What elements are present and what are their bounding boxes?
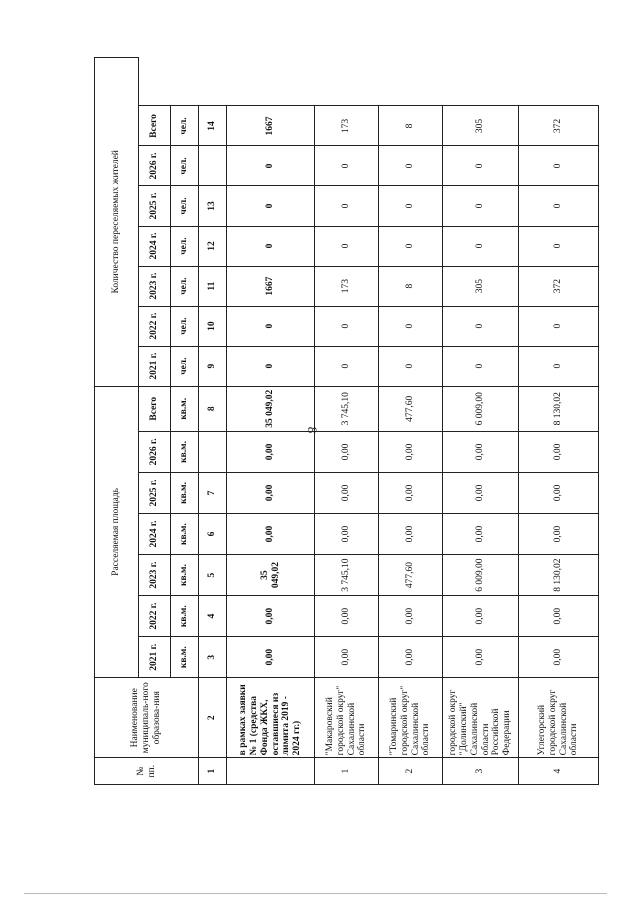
people-value: 0	[379, 146, 443, 186]
column-number-row	[199, 58, 227, 785]
area-group-header: Расселяемая площадь	[95, 386, 139, 678]
row-number: 3	[443, 758, 519, 785]
row-number	[227, 758, 315, 785]
people-value: 0	[519, 346, 599, 386]
people-value: 0	[379, 346, 443, 386]
unit-header-row	[171, 58, 199, 785]
column-number: 6	[199, 513, 227, 554]
year-header-row	[139, 58, 171, 785]
people-value: 0	[315, 306, 379, 346]
area-value: 0,00	[315, 637, 379, 678]
area-value: 0,00	[443, 637, 519, 678]
area-value: 35 049,02	[227, 386, 315, 431]
people-value: 1667	[227, 266, 315, 306]
area-value: 0,00	[227, 637, 315, 678]
area-value: 0,00	[443, 472, 519, 513]
area-value: 0,00	[379, 637, 443, 678]
area-year-header: 2022 г.	[139, 596, 171, 637]
row-number: 1	[315, 758, 379, 785]
column-number: 7	[199, 472, 227, 513]
people-year-header: 2025 г.	[139, 186, 171, 226]
area-value: 477,60	[379, 386, 443, 431]
area-year-header: 2021 г.	[139, 637, 171, 678]
people-value: 0	[315, 346, 379, 386]
area-value: 0,00	[227, 596, 315, 637]
people-value: 372	[519, 106, 599, 146]
row-number: 2	[379, 758, 443, 785]
column-number	[199, 431, 227, 472]
column-number: 8	[199, 386, 227, 431]
area-year-header: 2026 г.	[139, 431, 171, 472]
column-number: 13	[199, 186, 227, 226]
people-value: 305	[443, 106, 519, 146]
bottom-rule	[24, 893, 607, 894]
page-number: 8	[305, 426, 320, 434]
column-number: 9	[199, 346, 227, 386]
area-year-header: 2023 г.	[139, 555, 171, 596]
table-row	[379, 58, 443, 785]
people-value: 0	[379, 226, 443, 266]
table-row	[315, 58, 379, 785]
area-value: 0,00	[519, 596, 599, 637]
area-value: 0,00	[227, 431, 315, 472]
area-value: 0,00	[519, 637, 599, 678]
people-value: 173	[315, 106, 379, 146]
area-value: 0,00	[315, 472, 379, 513]
people-value: 372	[519, 266, 599, 306]
people-value: 0	[227, 186, 315, 226]
area-value: 0,00	[379, 472, 443, 513]
rotated-table-container	[94, 57, 598, 785]
area-value: 0,00	[227, 513, 315, 554]
area-total-header: Всего	[139, 386, 171, 431]
people-value: 0	[379, 186, 443, 226]
municipality-name: в рамках заявки № 1 (средства Фонда ЖКХ, оставшиеся из лимита 2019 - 2024 гг.)	[227, 678, 315, 758]
table-row	[227, 58, 315, 785]
area-value: 0,00	[315, 596, 379, 637]
people-total-header: Всего	[139, 106, 171, 146]
people-value: 0	[227, 346, 315, 386]
people-value: 0	[443, 346, 519, 386]
people-year-header: 2021 г.	[139, 346, 171, 386]
area-value: 0,00	[315, 431, 379, 472]
unit-people: чел.	[171, 106, 199, 146]
people-year-header: 2023 г.	[139, 266, 171, 306]
area-value: 3 745,10	[315, 555, 379, 596]
people-value: 0	[519, 306, 599, 346]
residents-group-header: Количество переселяемых жителей	[95, 58, 139, 387]
area-value: 0,00	[519, 513, 599, 554]
column-number	[199, 146, 227, 186]
resettlement-table	[94, 57, 599, 785]
area-value: 0,00	[227, 472, 315, 513]
people-value: 0	[227, 226, 315, 266]
column-number: 4	[199, 596, 227, 637]
area-value: 0,00	[379, 513, 443, 554]
column-number: 1	[199, 758, 227, 785]
column-number: 2	[199, 678, 227, 758]
unit-people: чел.	[171, 266, 199, 306]
people-value: 0	[379, 306, 443, 346]
municipality-name: "Макаровский городской округ" Сахалинской области	[315, 678, 379, 758]
municipality-name: "Томаринский городской округ" Сахалинской области	[379, 678, 443, 758]
table-row	[519, 58, 599, 785]
column-number: 3	[199, 637, 227, 678]
unit-people: чел.	[171, 346, 199, 386]
municipality-name: городской округ "Долинский" Сахалинской области Российской Федерации	[443, 678, 519, 758]
area-value: 0,00	[379, 596, 443, 637]
people-value: 173	[315, 266, 379, 306]
people-value: 0	[443, 146, 519, 186]
people-value: 0	[443, 226, 519, 266]
people-value: 0	[443, 186, 519, 226]
unit-people: чел.	[171, 186, 199, 226]
people-value: 8	[379, 266, 443, 306]
group-header-row	[95, 58, 139, 785]
municipality-name: Углегорский городской округ Сахалинской области	[519, 678, 599, 758]
unit-area: кв.м.	[171, 637, 199, 678]
column-number: 11	[199, 266, 227, 306]
area-value: 8 130,02	[519, 386, 599, 431]
unit-people: чел.	[171, 146, 199, 186]
people-value: 0	[315, 226, 379, 266]
column-number: 12	[199, 226, 227, 266]
unit-people: чел.	[171, 226, 199, 266]
num-header: № пп.	[95, 758, 199, 785]
people-value: 305	[443, 266, 519, 306]
area-year-header: 2025 г.	[139, 472, 171, 513]
people-value: 0	[519, 146, 599, 186]
area-value: 6 009,00	[443, 386, 519, 431]
people-value: 0	[315, 186, 379, 226]
area-value: 35 049,02	[227, 555, 315, 596]
area-value: 477,60	[379, 555, 443, 596]
area-value: 0,00	[443, 596, 519, 637]
people-value: 8	[379, 106, 443, 146]
area-value: 0,00	[443, 513, 519, 554]
column-number: 5	[199, 555, 227, 596]
name-header: Наименование муниципаль-ного образова-ния	[95, 678, 199, 758]
area-value: 0,00	[519, 431, 599, 472]
people-value: 0	[227, 306, 315, 346]
area-year-header: 2024 г.	[139, 513, 171, 554]
people-year-header: 2024 г.	[139, 226, 171, 266]
unit-area: кв.м.	[171, 386, 199, 431]
area-value: 0,00	[379, 431, 443, 472]
unit-area: кв.м.	[171, 555, 199, 596]
area-value: 6 009,00	[443, 555, 519, 596]
people-value: 0	[519, 186, 599, 226]
people-value: 0	[443, 306, 519, 346]
row-number: 4	[519, 758, 599, 785]
people-year-header: 2022 г.	[139, 306, 171, 346]
people-value: 1667	[227, 106, 315, 146]
people-value: 0	[315, 146, 379, 186]
people-value: 0	[227, 146, 315, 186]
people-year-header: 2026 г.	[139, 146, 171, 186]
area-value: 0,00	[443, 431, 519, 472]
area-value: 3 745,10	[315, 386, 379, 431]
column-number: 10	[199, 306, 227, 346]
column-number: 14	[199, 106, 227, 146]
unit-area: кв.м.	[171, 431, 199, 472]
unit-area: кв.м.	[171, 596, 199, 637]
people-value: 0	[519, 226, 599, 266]
table-row	[443, 58, 519, 785]
area-value: 8 130,02	[519, 555, 599, 596]
unit-area: кв.м.	[171, 513, 199, 554]
area-value: 0,00	[315, 513, 379, 554]
unit-area: кв.м.	[171, 472, 199, 513]
area-value: 0,00	[519, 472, 599, 513]
unit-people: чел.	[171, 306, 199, 346]
